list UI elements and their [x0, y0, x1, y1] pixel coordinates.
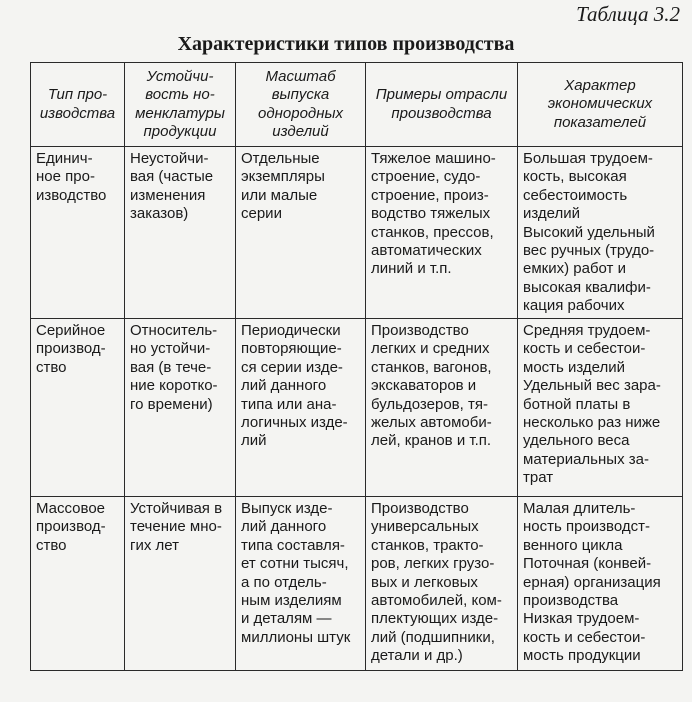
cell-production-type: Серийное производ- ство: [31, 319, 125, 497]
cell-output-scale: Периодически повторяющие- ся серии изде- лий данного типа или ана- логичных изде- лий: [236, 319, 366, 497]
header-economic-indicators: Характер экономических показателей: [518, 63, 683, 147]
table-caption: Таблица 3.2: [576, 2, 680, 26]
cell-industry-examples: Тяжелое машино- строение, судо- строение, произ- водство тяжелых станков, прессов, автоматических линий и т.п.: [366, 147, 518, 319]
header-nomenclature-stability: Устойчи- вость но- менклатуры продукции: [125, 63, 236, 147]
header-output-scale: Масштаб выпуска однородных изделий: [236, 63, 366, 147]
header-production-type: Тип про- изводства: [31, 63, 125, 147]
cell-nomenclature-stability: Устойчивая в течение мно- гих лет: [125, 497, 236, 671]
cell-economic-indicators: Малая длитель- ность производст- венного цикла Поточная (конвей- ерная) организация производства Низкая трудоем- кость и себестои- мость продукции: [518, 497, 683, 671]
table-row: [31, 319, 683, 497]
cell-output-scale: Выпуск изде- лий данного типа составля- ет сотни тысяч, а по отдель- ным изделиям и деталям — миллионы штук: [236, 497, 366, 671]
cell-nomenclature-stability: Относитель- но устойчи- вая (в тече- ние коротко- го времени): [125, 319, 236, 497]
cell-industry-examples: Производство универсальных станков, тракто- ров, легких грузо- вых и легковых автомобилей, ком- плектующих изде- лий (подшипники, детали и др.): [366, 497, 518, 671]
table-title: Характеристики типов производства: [177, 33, 515, 55]
table-row: [31, 147, 683, 319]
cell-production-type: Единич- ное про- изводство: [31, 147, 125, 319]
cell-industry-examples: Производство легких и средних станков, вагонов, экскаваторов и бульдозеров, тя- желых автомоби- лей, кранов и т.п.: [366, 319, 518, 497]
cell-economic-indicators: Средняя трудоем- кость и себестои- мость изделий Удельный вес зара- ботной платы в несколько раз ниже удельного веса материальных за- трат: [518, 319, 683, 497]
header-industry-examples: Примеры отрасли производства: [366, 63, 518, 147]
cell-nomenclature-stability: Неустойчи- вая (частые изменения заказов): [125, 147, 236, 319]
cell-production-type: Массовое производ- ство: [31, 497, 125, 671]
table-header-row: [31, 63, 683, 147]
table-row: [31, 497, 683, 671]
cell-output-scale: Отдельные экземпляры или малые серии: [236, 147, 366, 319]
cell-economic-indicators: Большая трудоем- кость, высокая себестоимость изделий Высокий удельный вес ручных (трудо- емких) работ и высокая квалифи- кация рабочих: [518, 147, 683, 319]
production-types-table: [30, 62, 683, 671]
